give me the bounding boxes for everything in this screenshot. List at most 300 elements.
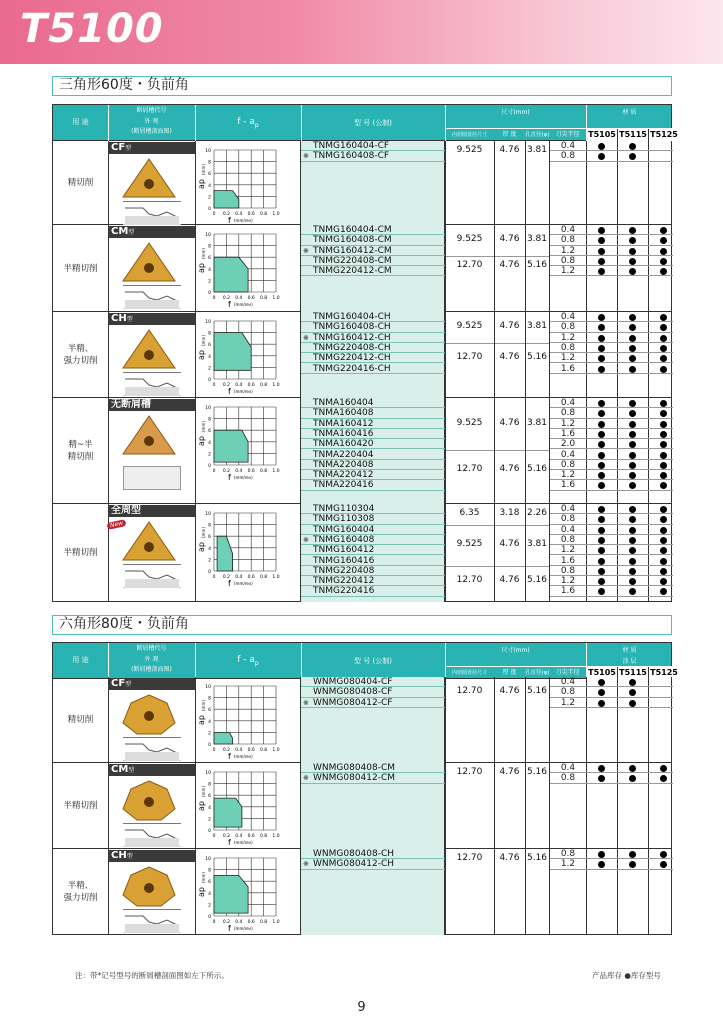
stock-dot [598, 227, 605, 234]
header-divider [108, 643, 109, 679]
model-row [301, 235, 445, 245]
chipbreaker-code: CH [111, 850, 127, 861]
hole-value: 5.16 [526, 260, 548, 271]
ic-value: 12.70 [456, 464, 483, 475]
y-tick-label: 10 [205, 771, 211, 776]
graph-cell [195, 677, 301, 763]
product-group [52, 141, 672, 225]
stock-dot [629, 421, 636, 428]
thickness-value: 4.76 [499, 417, 520, 428]
f-axis-unit: (mm/rev) [234, 389, 253, 394]
radius-value: 0.8 [549, 460, 586, 470]
stock-dot [598, 345, 605, 352]
usage-label: 精切削 [67, 715, 94, 725]
y-tick-label: 0 [208, 570, 211, 575]
ic-value: 6.35 [459, 508, 480, 519]
y-tick-label: 8 [208, 244, 211, 250]
radius-value: 0.8 [549, 151, 586, 161]
stock-mark: ※ [303, 535, 309, 544]
model-code: TNMG220408 [313, 565, 375, 576]
y-tick-label: 6 [208, 256, 211, 262]
model-code: TNMG220412-CM [313, 266, 392, 277]
model-row [301, 225, 445, 235]
model-row [301, 698, 445, 708]
y-tick-label: 8 [208, 523, 211, 529]
y-tick-label: 2 [208, 817, 211, 823]
y-tick-label: 6 [208, 880, 211, 886]
radius-value: 0.4 [549, 141, 586, 151]
ic-value: 12.70 [456, 853, 483, 864]
chipbreaker-profile [123, 285, 181, 309]
thickness-value: 4.76 [499, 321, 520, 332]
y-tick-label: 6 [208, 429, 211, 435]
model-row [301, 343, 445, 353]
x-tick-label: 0 [212, 748, 216, 753]
radius-value: 2.0 [549, 439, 586, 449]
ap-axis-unit: (mm) [201, 164, 206, 175]
y-tick-label: 6 [208, 343, 211, 349]
stock-dot [598, 314, 605, 321]
dimensions-header: 尺寸(mm) [501, 109, 530, 116]
x-tick-label: 0.6 [247, 920, 255, 925]
y-tick-label: 2 [208, 366, 211, 372]
model-list [301, 225, 445, 312]
stock-dot [598, 452, 605, 459]
f-axis-unit: (mm/rev) [234, 475, 253, 480]
ap-axis-label: ap [197, 887, 206, 897]
model-code: TNMA160412 [313, 418, 374, 429]
divider [445, 225, 446, 311]
model-row [301, 514, 445, 524]
y-tick-label: 6 [208, 535, 211, 541]
profile-diagram [123, 202, 181, 226]
f-axis-unit: (mm/rev) [234, 926, 253, 931]
y-tick-label: 2 [208, 195, 211, 201]
application-range [214, 875, 248, 913]
x-tick-label: 0.8 [260, 575, 268, 580]
divider [108, 398, 109, 503]
radius-value: 0.4 [549, 525, 586, 535]
y-tick-label: 4 [208, 440, 211, 446]
thickness-header: 厚 度 [502, 669, 517, 676]
insert-body [123, 159, 175, 197]
radius-value: 1.2 [549, 246, 586, 256]
stock-dot [598, 527, 605, 534]
radius-value: 1.6 [549, 586, 586, 596]
divider [445, 141, 446, 224]
stock-dot [660, 345, 667, 352]
ic-value: 12.70 [456, 575, 483, 586]
graph-cell [195, 849, 301, 935]
x-tick-label: 0 [212, 212, 216, 217]
ic-value: 12.70 [456, 352, 483, 363]
model-row [301, 450, 445, 460]
y-tick-label: 10 [205, 320, 211, 325]
stock-dot [598, 558, 605, 565]
model-code: TNMA220416 [313, 480, 374, 491]
x-tick-label: 0.8 [260, 920, 268, 925]
thickness-value: 4.76 [499, 234, 520, 245]
stock-dot [629, 335, 636, 342]
insert-hole [144, 179, 154, 189]
model-row [301, 525, 445, 535]
chipbreaker-suffix: 型 [126, 853, 133, 860]
radius-value: 0.8 [549, 408, 586, 418]
stock-dot [660, 506, 667, 513]
x-tick-label: 1.0 [272, 296, 280, 301]
x-tick-label: 0.4 [235, 748, 243, 753]
f-axis-label: f [228, 216, 231, 225]
x-tick-label: 0.6 [247, 834, 255, 839]
stock-dot [629, 700, 636, 707]
dim-divider [445, 256, 549, 257]
model-code: TNMG160412 [313, 545, 375, 556]
insert-body [123, 522, 175, 560]
product-group [52, 849, 672, 935]
model-row [301, 141, 445, 151]
application-range [214, 333, 251, 371]
fap-graph [198, 228, 298, 310]
product-group [52, 677, 672, 763]
radius-value: 1.2 [549, 545, 586, 555]
divider [445, 312, 446, 397]
y-tick-label: 0 [208, 829, 211, 834]
thickness-value: 4.76 [499, 767, 520, 778]
chipbreaker-header: 断屑槽代号 [136, 107, 167, 114]
stock-dot [660, 314, 667, 321]
ap-axis-unit: (mm) [201, 872, 206, 883]
f-axis-unit: (mm/rev) [234, 302, 253, 307]
radius-value: 0.4 [549, 225, 586, 235]
x-tick-label: 0.2 [222, 212, 230, 217]
model-code: TNMG160416 [313, 555, 375, 566]
header-divider [445, 128, 673, 129]
grade-2-header: T5115 [617, 667, 648, 679]
application-range [214, 732, 233, 744]
x-tick-label: 0.4 [235, 383, 243, 388]
radius-value: 0.8 [549, 514, 586, 524]
insert-image [121, 865, 177, 907]
divider [108, 504, 109, 601]
ap-axis-unit: (mm) [201, 421, 206, 432]
appearance-header: 外 观 [144, 656, 159, 663]
profile-diagram [123, 286, 181, 310]
x-tick-label: 0.6 [247, 748, 255, 753]
model-code: TNMG160404-CH [313, 312, 391, 322]
model-list [301, 141, 445, 225]
x-tick-label: 0.4 [235, 575, 243, 580]
model-code: TNMG220412 [313, 576, 375, 587]
model-row [301, 586, 445, 596]
x-tick-label: 0.2 [222, 469, 230, 474]
x-tick-label: 1.0 [272, 469, 280, 474]
divider [549, 141, 550, 224]
y-tick-label: 0 [208, 378, 211, 383]
radius-value: 1.2 [549, 698, 586, 708]
radius-value: 1.2 [549, 859, 586, 869]
radius-value: 0.4 [549, 398, 586, 408]
stock-dot [598, 366, 605, 373]
model-code: WNMG080412-CH [313, 859, 395, 870]
stock-dot [660, 431, 667, 438]
insert-image [121, 520, 177, 562]
model-code: TNMG160408 [313, 534, 375, 545]
hole-header: 孔直径(φ) [525, 670, 550, 676]
x-tick-label: 0.6 [247, 469, 255, 474]
dim-divider [445, 525, 549, 526]
section-title: 三角形60度・负前角 [52, 76, 672, 96]
y-tick-label: 0 [208, 291, 211, 296]
ic-value: 9.525 [456, 234, 483, 245]
insert-hole [144, 350, 154, 360]
divider [494, 677, 495, 762]
insert-image [121, 241, 177, 283]
thickness-value: 4.76 [499, 260, 520, 271]
grade-1-header: T5105 [586, 667, 617, 679]
chipbreaker-suffix: 型 [126, 316, 133, 323]
chipbreaker-suffix: 型 [128, 229, 135, 236]
x-tick-label: 1.0 [272, 834, 280, 839]
fap-graph [198, 766, 298, 848]
top-banner [0, 0, 723, 64]
stock-dot [660, 227, 667, 234]
divider [549, 225, 550, 311]
graph-cell [195, 225, 301, 312]
stock-dot [598, 568, 605, 575]
profile-diagram [123, 565, 181, 589]
insert-body [123, 416, 175, 454]
stock-dot [598, 765, 605, 772]
radius-value: 0.8 [549, 235, 586, 245]
stock-dot [598, 700, 605, 707]
chipbreaker-suffix: 型 [125, 681, 132, 688]
graph-cell [195, 398, 301, 504]
fap-header [195, 653, 301, 667]
usage-label: 精切削 [67, 178, 94, 188]
y-tick-label: 8 [208, 696, 211, 702]
ap-axis-unit: (mm) [201, 527, 206, 538]
table-header [52, 104, 678, 141]
model-code: TNMA220412 [313, 470, 374, 481]
model-row [301, 859, 445, 869]
radius-value: 1.6 [549, 556, 586, 566]
x-tick-label: 1.0 [272, 920, 280, 925]
divider [445, 398, 446, 503]
divider [494, 312, 495, 397]
chipbreaker-suffix: 型 [125, 145, 132, 152]
usage-label: 半精、 强力切削 [63, 881, 98, 903]
ic-value: 12.70 [456, 686, 483, 697]
grade-3-header: T5125 [648, 129, 679, 141]
fap-graph [198, 401, 298, 483]
stock-dot [660, 421, 667, 428]
usage-label: 半精切削 [63, 263, 98, 274]
y-tick-label: 4 [208, 805, 211, 811]
y-tick-label: 4 [208, 719, 211, 725]
model-code: TNMA160404 [313, 398, 374, 408]
y-tick-label: 6 [208, 708, 211, 714]
radius-value: 1.2 [549, 333, 586, 343]
radius-value: 1.2 [549, 470, 586, 480]
radius-value: 1.6 [549, 429, 586, 439]
stock-mark: ※ [303, 333, 309, 342]
x-tick-label: 0.6 [247, 296, 255, 301]
ic-value: 12.70 [456, 767, 483, 778]
product-group [52, 312, 672, 398]
section-title: 六角形80度・负前角 [52, 615, 672, 635]
chipbreaker-tab [108, 399, 195, 411]
hole-value: 2.26 [526, 508, 548, 519]
profile-diagram [123, 738, 181, 762]
ap-axis-label: ap [197, 801, 206, 811]
y-tick-label: 4 [208, 183, 211, 189]
model-list [301, 312, 445, 398]
insert-body [123, 243, 175, 281]
hole-value: 5.16 [526, 767, 548, 778]
model-code: TNMG110304 [313, 504, 375, 514]
model-code: TNMA220404 [313, 449, 374, 460]
new-badge: New [106, 519, 126, 530]
y-tick-label: 2 [208, 558, 211, 564]
chipbreaker-code: CM [111, 226, 129, 237]
model-code: TNMG220412-CH [313, 353, 391, 364]
f-axis-label: f [228, 387, 231, 396]
fap-graph [198, 507, 298, 589]
header-divider [586, 105, 587, 141]
model-code: WNMG080408-CM [313, 763, 396, 773]
chipbreaker-tab [108, 226, 195, 238]
model-code: WNMG080412-CM [313, 773, 396, 784]
insert-hole [144, 711, 154, 721]
x-tick-label: 0.2 [222, 920, 230, 925]
x-tick-label: 1.0 [272, 748, 280, 753]
insert-image [121, 779, 177, 821]
x-tick-label: 1.0 [272, 383, 280, 388]
header-divider [445, 105, 446, 141]
chipbreaker-profile [123, 909, 181, 933]
stock-dot [629, 227, 636, 234]
divider [445, 763, 446, 848]
stock-dot [629, 568, 636, 575]
stock-dot [660, 537, 667, 544]
insert-image [121, 414, 177, 456]
model-code: TNMG160404 [313, 524, 375, 535]
stock-dot [598, 248, 605, 255]
radius-value: 1.2 [549, 419, 586, 429]
ic-header: 内切圆直径尺寸 [451, 132, 487, 138]
x-tick-label: 0.2 [222, 383, 230, 388]
x-tick-label: 0 [212, 383, 216, 388]
header-divider [195, 105, 196, 141]
stock-dot [598, 258, 605, 265]
fap-graph [198, 315, 298, 397]
stock-dot [598, 421, 605, 428]
x-tick-label: 0.2 [222, 296, 230, 301]
divider [525, 312, 526, 397]
chipbreaker-code: CF [111, 678, 126, 689]
model-list [301, 398, 445, 504]
header-divider [195, 643, 196, 679]
stock-dot [598, 506, 605, 513]
radius-value: 1.2 [549, 353, 586, 363]
hole-value: 3.81 [526, 234, 548, 245]
divider [494, 849, 495, 934]
y-tick-label: 4 [208, 546, 211, 552]
ap-axis-unit: (mm) [201, 335, 206, 346]
dim-divider [445, 450, 549, 451]
chipbreaker-code: 无断屑槽 [111, 399, 151, 410]
chipbreaker-suffix: 型 [128, 767, 135, 774]
y-tick-label: 8 [208, 160, 211, 166]
ap-axis-label: ap [197, 436, 206, 446]
model-code: WNMG080412-CF [313, 697, 393, 708]
radius-value: 0.8 [549, 849, 586, 859]
model-row [301, 266, 445, 276]
stock-dot [629, 314, 636, 321]
divider [525, 849, 526, 934]
x-tick-label: 0.4 [235, 296, 243, 301]
radius-value: 0.8 [549, 343, 586, 353]
x-tick-label: 0.6 [247, 383, 255, 388]
stock-dot [629, 851, 636, 858]
model-code: TNMG160412-CH [313, 332, 391, 343]
model-row [301, 480, 445, 490]
fap-subscript: p [254, 659, 259, 667]
model-row [301, 576, 445, 586]
model-list [301, 763, 445, 849]
fap-header [195, 115, 301, 129]
thickness-value: 4.76 [499, 352, 520, 363]
dim-divider [445, 343, 549, 344]
stock-dot [660, 462, 667, 469]
x-tick-label: 0.8 [260, 212, 268, 217]
stock-dot [629, 537, 636, 544]
stock-dot [660, 258, 667, 265]
application-range [217, 536, 233, 571]
profile-diagram [123, 824, 181, 848]
insert-body [123, 330, 175, 368]
footnote: 注：带*记号型号的断屑槽剖面图如左下所示。 [75, 971, 229, 980]
radius-header: 刀尖半径 [555, 669, 580, 676]
chipbreaker-code: CM [111, 764, 129, 775]
page-number: 9 [357, 1000, 366, 1015]
y-tick-label: 10 [205, 149, 211, 154]
y-tick-label: 0 [208, 464, 211, 469]
header-divider [586, 643, 587, 679]
divider [549, 504, 550, 601]
model-code: TNMG110308 [313, 514, 375, 525]
radius-value: 0.4 [549, 312, 586, 322]
fap-label: f - a [237, 655, 255, 665]
model-row [301, 545, 445, 555]
stock-dot [629, 452, 636, 459]
model-row [301, 849, 445, 859]
radius-value: 0.8 [549, 256, 586, 266]
model-row [301, 353, 445, 363]
model-row [301, 677, 445, 687]
x-tick-label: 0.6 [247, 212, 255, 217]
insert-hole [144, 883, 154, 893]
product-group [52, 763, 672, 849]
stock-mark: ※ [303, 860, 309, 869]
stock-dot [660, 452, 667, 459]
y-tick-label: 2 [208, 452, 211, 458]
divider [549, 677, 550, 762]
x-tick-label: 0 [212, 575, 216, 580]
radius-value: 1.6 [549, 480, 586, 490]
application-range [214, 798, 242, 827]
application-range [214, 191, 239, 208]
